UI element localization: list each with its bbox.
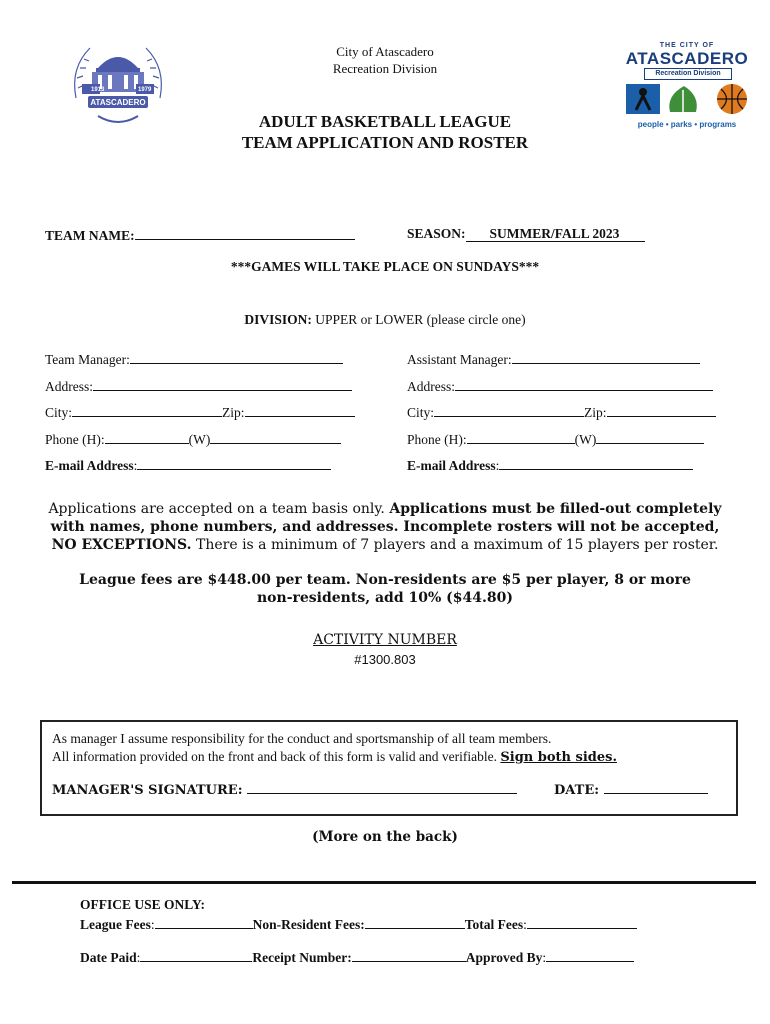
- seal-year-left: 1913: [91, 87, 105, 93]
- assistant-phone-work-label: (W): [574, 432, 597, 447]
- assistant-phone-row: [407, 430, 704, 448]
- manager-phone-work-label: (W): [188, 432, 211, 447]
- season-value: SUMMER/FALL 2023: [466, 226, 646, 242]
- division-options: UPPER or LOWER (please circle one): [315, 312, 526, 327]
- manager-city-row: [45, 403, 355, 421]
- manager-zip-field[interactable]: [245, 403, 355, 417]
- league-fees-field[interactable]: [155, 915, 253, 929]
- requirements-intro: Applications are accepted on a team basis only.: [48, 501, 385, 517]
- logo-tagline: people • parks • programs: [637, 120, 737, 129]
- assistant-city-row: [407, 403, 716, 421]
- manager-phone-work-field[interactable]: [210, 430, 341, 444]
- validity-text: All information provided on the front and back of this form is valid and verifiable.: [52, 749, 498, 764]
- team-name-row: [45, 226, 355, 244]
- total-fees-label: Total Fees: [464, 917, 524, 932]
- form-title: ADULT BASKETBALL LEAGUE: [258, 112, 512, 131]
- assistant-city-label: City:: [407, 405, 435, 420]
- logo-city-text: ATASCADERO: [625, 49, 749, 68]
- manager-city-label: City:: [45, 405, 73, 420]
- division-row: [0, 312, 770, 328]
- manager-city-field[interactable]: [72, 403, 222, 417]
- manager-email-row: [45, 456, 331, 474]
- application-requirements: [40, 500, 730, 554]
- assistant-manager-field[interactable]: [512, 350, 700, 364]
- nonresident-fees-label: Non-Resident Fees:: [252, 917, 365, 932]
- signature-label: MANAGER'S SIGNATURE:: [52, 783, 243, 798]
- date-field[interactable]: [604, 780, 708, 794]
- form-subtitle: TEAM APPLICATION AND ROSTER: [241, 133, 529, 152]
- manager-address-field[interactable]: [93, 377, 352, 391]
- assistant-email-colon: :: [495, 458, 500, 473]
- assistant-address-label: Address:: [407, 379, 455, 394]
- assistant-email-field[interactable]: [499, 456, 693, 470]
- season-label: SEASON:: [407, 226, 466, 241]
- assistant-phone-home-field[interactable]: [467, 430, 575, 444]
- assistant-email-label: E-mail Address: [407, 458, 496, 473]
- office-payment-row: [80, 948, 634, 966]
- team-name-field[interactable]: [135, 226, 355, 240]
- manager-zip-label: Zip:: [222, 405, 245, 420]
- assistant-phone-work-field[interactable]: [596, 430, 704, 444]
- assistant-address-row: [407, 377, 713, 395]
- date-paid-field[interactable]: [140, 948, 252, 962]
- roster-size-rule: There is a minimum of 7 players and a maximum of 15 players per roster.: [196, 537, 719, 553]
- seal-year-right: 1979: [138, 87, 152, 93]
- people-parks-programs-icon: [626, 82, 750, 116]
- date-paid-label: Date Paid: [80, 950, 137, 965]
- assistant-city-field[interactable]: [434, 403, 584, 417]
- team-manager-row: [45, 350, 343, 368]
- validity-statement: [52, 748, 617, 767]
- games-notice: ***GAMES WILL TAKE PLACE ON SUNDAYS***: [230, 259, 540, 274]
- manager-address-row: [45, 377, 352, 395]
- manager-signature-row: [52, 780, 517, 798]
- manager-address-label: Address:: [45, 379, 93, 394]
- assistant-zip-label: Zip:: [584, 405, 607, 420]
- assistant-zip-field[interactable]: [607, 403, 716, 417]
- receipt-number-label: Receipt Number:: [252, 950, 352, 965]
- activity-label-text: ACTIVITY NUMBER: [313, 632, 457, 648]
- manager-responsibility-box: [40, 720, 738, 816]
- date-label: DATE:: [554, 783, 600, 798]
- league-fees-colon: :: [150, 917, 155, 932]
- manager-email-colon: :: [133, 458, 138, 473]
- assistant-email-row: [407, 456, 693, 474]
- activity-number-label: [0, 632, 770, 648]
- team-name-label: TEAM NAME:: [45, 228, 135, 243]
- fees-line-1: League fees are $448.00 per team. Non-residents are $5 per player, 8 or more: [79, 572, 691, 588]
- activity-number: #1300.803: [354, 652, 416, 667]
- office-fees-row: [80, 915, 637, 933]
- assistant-address-field[interactable]: [455, 377, 713, 391]
- logo-small-text: THE CITY OF: [659, 42, 715, 49]
- responsibility-statement: As manager I assume responsibility for the conduct and sportsmanship of all team members.: [52, 731, 552, 746]
- sign-both-sides: Sign both sides.: [500, 750, 617, 765]
- total-fees-colon: :: [523, 917, 527, 932]
- requirements-bold: Applications must be filled-out completely with names, phone numbers, and addresses. Incomplete rosters will not be accepted, NO EXCEPTIONS.: [50, 501, 722, 553]
- logo-division-text: Recreation Division: [644, 68, 732, 80]
- manager-phone-home-label: Phone (H):: [45, 432, 105, 447]
- seal-city-name: ATASCADERO: [90, 98, 146, 107]
- league-fees: [40, 571, 730, 607]
- assistant-manager-label: Assistant Manager:: [407, 352, 512, 367]
- manager-phone-home-field[interactable]: [105, 430, 189, 444]
- org-line-2: Recreation Division: [332, 61, 438, 76]
- season-row: [407, 226, 645, 242]
- team-manager-field[interactable]: [130, 350, 343, 364]
- total-fees-field[interactable]: [527, 915, 637, 929]
- manager-phone-row: [45, 430, 341, 448]
- approved-by-field[interactable]: [546, 948, 634, 962]
- division-label: DIVISION:: [244, 312, 312, 327]
- date-paid-colon: :: [136, 950, 141, 965]
- date-row: [554, 780, 708, 798]
- league-fees-label: League Fees: [80, 917, 151, 932]
- approved-by-colon: :: [542, 950, 547, 965]
- fees-line-2: non-residents, add 10% ($44.80): [257, 590, 513, 606]
- divider-rule: [12, 881, 756, 884]
- more-on-back: (More on the back): [312, 829, 458, 845]
- team-manager-label: Team Manager:: [45, 352, 130, 367]
- org-line-1: City of Atascadero: [336, 44, 434, 59]
- manager-email-label: E-mail Address: [45, 458, 134, 473]
- assistant-phone-home-label: Phone (H):: [407, 432, 467, 447]
- assistant-manager-row: [407, 350, 700, 368]
- nonresident-fees-field[interactable]: [365, 915, 465, 929]
- signature-field[interactable]: [247, 780, 517, 794]
- manager-email-field[interactable]: [137, 456, 331, 470]
- approved-by-label: Approved By: [465, 950, 543, 965]
- office-use-heading: OFFICE USE ONLY:: [80, 897, 206, 912]
- receipt-number-field[interactable]: [352, 948, 466, 962]
